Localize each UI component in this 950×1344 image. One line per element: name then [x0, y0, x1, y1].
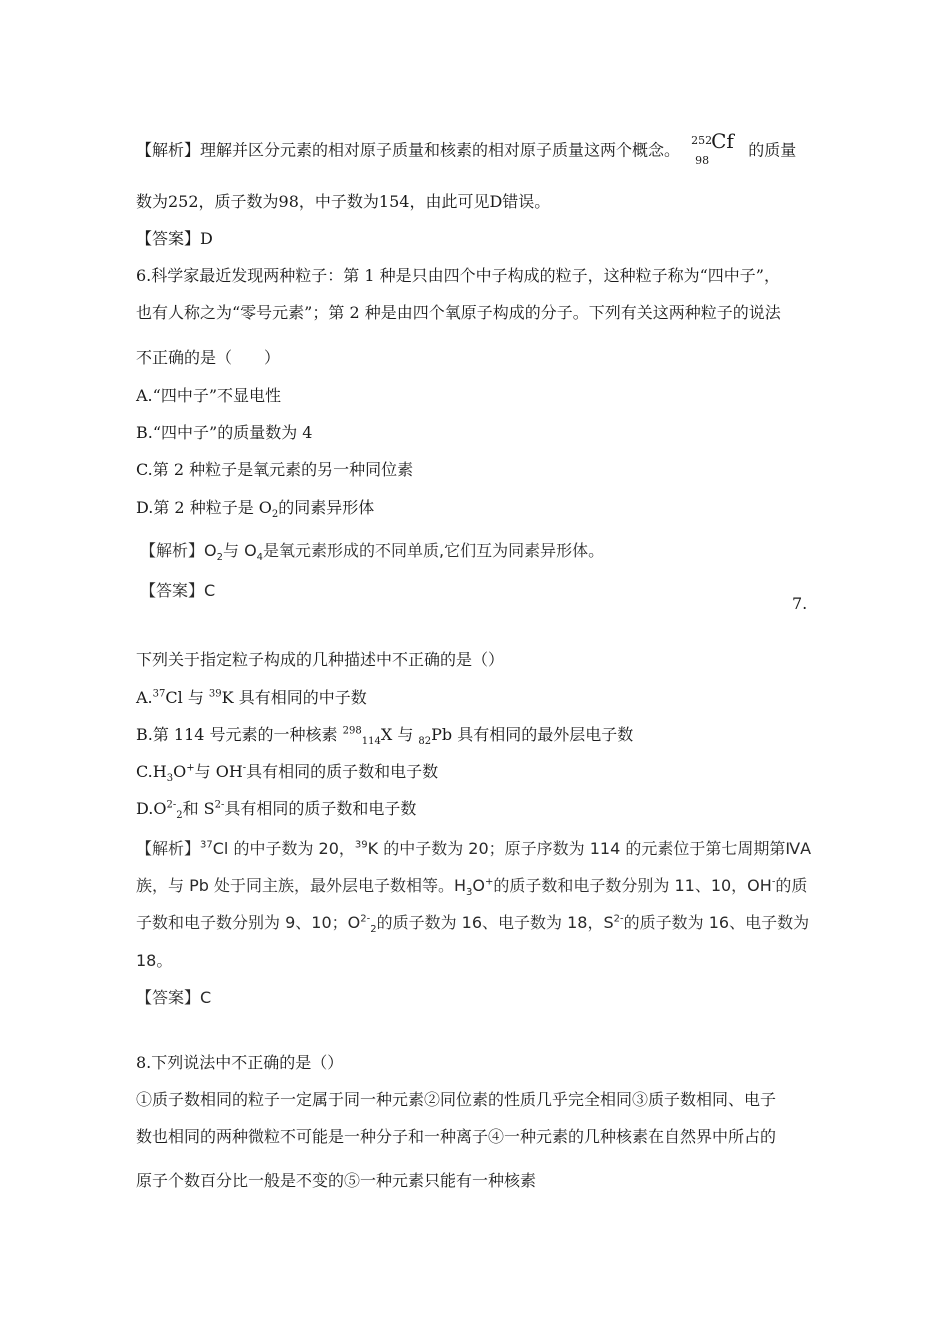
option-text: Cl 与 [165, 688, 209, 707]
analysis-text: 的质子数和电子数分别为 11、10，OH [493, 876, 772, 895]
answer-tag: 【答案】 [140, 581, 205, 600]
q6-option-c: C.第 2 种粒子是氧元素的另一种同位素 [136, 460, 414, 479]
option-text: D.O [136, 799, 167, 818]
q8-line3: 原子个数百分比一般是不变的⑤一种元素只能有一种核素 [136, 1171, 537, 1190]
q7-analysis-line3 [136, 912, 809, 934]
answer-value: C [204, 581, 216, 600]
answer-tag: 【答案】 [136, 988, 201, 1007]
analysis-text: 族，与 Pb 处于同主族，最外层电子数相等。H [136, 876, 467, 895]
superscript: 298 [342, 725, 362, 737]
q7-analysis-line4: 18。 [136, 951, 173, 970]
q7-option-c [136, 761, 438, 783]
superscript: 2- [214, 799, 225, 811]
option-text: D.第 2 种粒子是 O [136, 498, 272, 517]
q6-analysis [140, 540, 604, 562]
analysis-tag: 【解析】 [136, 140, 201, 160]
q7-option-b [136, 724, 633, 746]
superscript: + [186, 762, 195, 774]
option-text: O [173, 762, 187, 781]
analysis-text: 是氧元素形成的不同单质,它们互为同素异形体。 [263, 541, 605, 560]
q5-analysis-line1 [136, 129, 797, 167]
analysis-text: 的质子数为 16、电子数为 18，S [376, 913, 614, 932]
q7-number: 7. [792, 594, 808, 613]
superscript: + [484, 876, 494, 888]
subscript: 114 [361, 736, 381, 748]
q8-line1: ①质子数相同的粒子一定属于同一种元素②同位素的性质几乎完全相同③质子数相同、电子 [136, 1090, 777, 1109]
superscript: 39 [208, 688, 222, 700]
isotope-symbol: Cf [711, 129, 734, 153]
analysis-text: 子数和电子数分别为 9、10；O [136, 913, 361, 932]
analysis-text: 理解并区分元素的相对原子质量和核素的相对原子质量这两个概念。 [200, 140, 681, 160]
analysis-text: 与 O [222, 541, 257, 560]
answer-value: D [200, 229, 213, 248]
q7-analysis-line1 [136, 838, 811, 860]
analysis-tag: 【解析】 [136, 839, 201, 858]
q7-stem: 下列关于指定粒子构成的几种描述中不正确的是（） [136, 650, 505, 669]
analysis-tag: 【解析】 [140, 541, 205, 560]
answer-value: C [200, 988, 212, 1007]
analysis-text: 的质 [775, 876, 808, 895]
q6-option-a: A.“四中子”不显电性 [136, 386, 282, 405]
q7-answer [136, 987, 211, 1009]
isotope-notation [685, 129, 743, 167]
q6-option-b: B.“四中子”的质量数为 4 [136, 423, 313, 442]
option-text: 和 S [182, 799, 215, 818]
q7-analysis-line2 [136, 875, 807, 897]
subscript: 82 [418, 736, 432, 748]
q6-answer [140, 580, 215, 602]
option-text: X 与 [380, 725, 419, 744]
subscript: 4 [256, 552, 264, 564]
option-text: B.第 114 号元素的一种核素 [136, 725, 343, 744]
superscript: 37 [152, 688, 166, 700]
option-text: C.H [136, 762, 167, 781]
subscript: 3 [166, 773, 174, 785]
subscript: 2 [176, 810, 183, 822]
subscript: 3 [466, 887, 473, 899]
q6-stem-line2: 也有人称之为“零号元素”；第 2 种是由四个氧原子构成的分子。下列有关这两种粒子的说法 [136, 303, 781, 322]
option-text: A. [136, 688, 153, 707]
q7-option-a [136, 687, 367, 709]
q5-answer [136, 228, 213, 250]
isotope-mass-number: 252 [691, 134, 713, 147]
q6-option-d [136, 497, 374, 519]
option-text: 具有相同的质子数和电子数 [246, 762, 439, 781]
answer-tag: 【答案】 [136, 229, 201, 248]
superscript: 37 [200, 839, 213, 851]
superscript: 2- [166, 799, 177, 811]
superscript: - [771, 876, 776, 888]
superscript: 39 [354, 839, 368, 851]
superscript: 2- [613, 913, 624, 925]
analysis-text: 的质量 [748, 140, 797, 160]
option-text: 的同素异形体 [278, 498, 375, 517]
analysis-text: Cl 的中子数为 20， [212, 839, 355, 858]
option-text: K 具有相同的中子数 [221, 688, 367, 707]
analysis-text: O [472, 876, 485, 895]
superscript: - [242, 762, 247, 774]
q6-stem-line3: 不正确的是（ ） [136, 348, 281, 367]
q7-option-d [136, 798, 416, 820]
option-text: Pb 具有相同的最外层电子数 [431, 725, 634, 744]
subscript: 2 [370, 924, 377, 936]
q8-line2: 数也相同的两种微粒不可能是一种分子和一种离子④一种元素的几种核素在自然界中所占的 [136, 1127, 777, 1146]
analysis-text: O [204, 541, 217, 560]
superscript: 2- [360, 913, 371, 925]
subscript: 2 [216, 552, 223, 564]
isotope-atomic-number: 98 [695, 154, 710, 167]
q8-stem: 8.下列说法中不正确的是（） [136, 1053, 344, 1072]
option-text: 与 OH [194, 762, 243, 781]
analysis-text: 的质子数为 16、电子数为 [623, 913, 810, 932]
q5-analysis-line2: 数为252，质子数为98，中子数为154，由此可见D错误。 [136, 192, 551, 211]
subscript: 2 [271, 509, 279, 521]
q6-stem-line1: 6.科学家最近发现两种粒子：第 1 种是只由四个中子构成的粒子，这种粒子称为“四中子”， [136, 266, 780, 285]
option-text: 具有相同的质子数和电子数 [224, 799, 417, 818]
analysis-text: K 的中子数为 20；原子序数为 114 的元素位于第七周期第ⅣA [367, 839, 812, 858]
